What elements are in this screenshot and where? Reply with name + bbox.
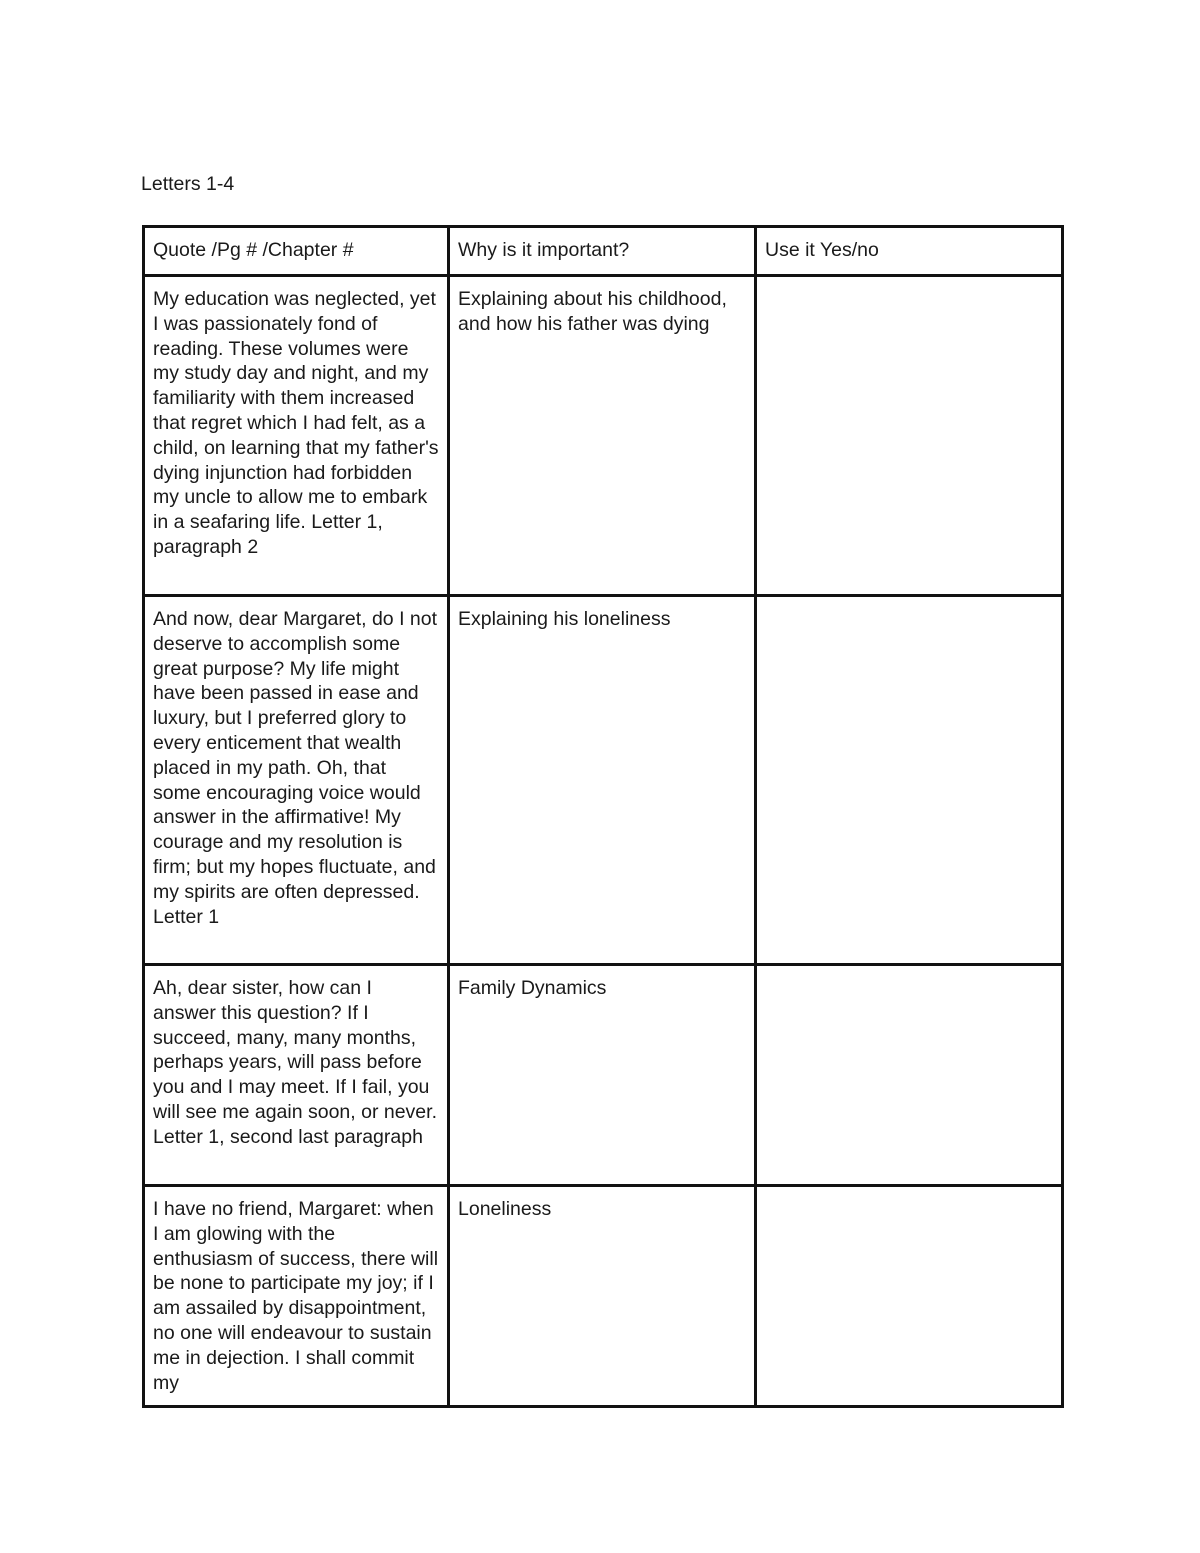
quote-cell: My education was neglected, yet I was passionately fond of reading. These volumes were my study day and night, and my familiarity with them increased that regret which I had felt, as a child, on learning that my father's dying injunction had forbidden my uncle to allow me to embark in a seafaring life. Letter 1, paragraph 2 [144, 276, 449, 596]
quote-cell: And now, dear Margaret, do I not deserve to accomplish some great purpose? My life might have been passed in ease and luxury, but I preferred glory to every enticement that wealth placed in my path. Oh, that some encouraging voice would answer in the affirmative! My courage and my resolution is firm; but my hopes fluctuate, and my spirits are often depressed. Letter 1 [144, 596, 449, 965]
quote-table [142, 225, 1064, 1408]
page-title: Letters 1-4 [141, 173, 235, 195]
importance-cell: Explaining about his childhood, and how his father was dying [449, 276, 756, 596]
header-importance: Why is it important? [449, 227, 756, 276]
importance-cell: Explaining his loneliness [449, 596, 756, 965]
quote-cell: I have no friend, Margaret: when I am glowing with the enthusiasm of success, there will be none to participate my joy; if I am assailed by disappointment, no one will endeavour to sustain me in dejection. I shall commit my [144, 1186, 449, 1407]
importance-cell: Loneliness [449, 1186, 756, 1407]
table-row [144, 596, 1063, 965]
table-header-row [144, 227, 1063, 276]
table-row [144, 965, 1063, 1186]
use-cell [756, 596, 1063, 965]
importance-cell: Family Dynamics [449, 965, 756, 1186]
header-use: Use it Yes/no [756, 227, 1063, 276]
use-cell [756, 276, 1063, 596]
use-cell [756, 965, 1063, 1186]
table-row [144, 1186, 1063, 1407]
table-row [144, 276, 1063, 596]
quote-cell: Ah, dear sister, how can I answer this question? If I succeed, many, many months, perhaps years, will pass before you and I may meet. If I fail, you will see me again soon, or never. Letter 1, second last paragraph [144, 965, 449, 1186]
use-cell [756, 1186, 1063, 1407]
header-quote: Quote /Pg # /Chapter # [144, 227, 449, 276]
